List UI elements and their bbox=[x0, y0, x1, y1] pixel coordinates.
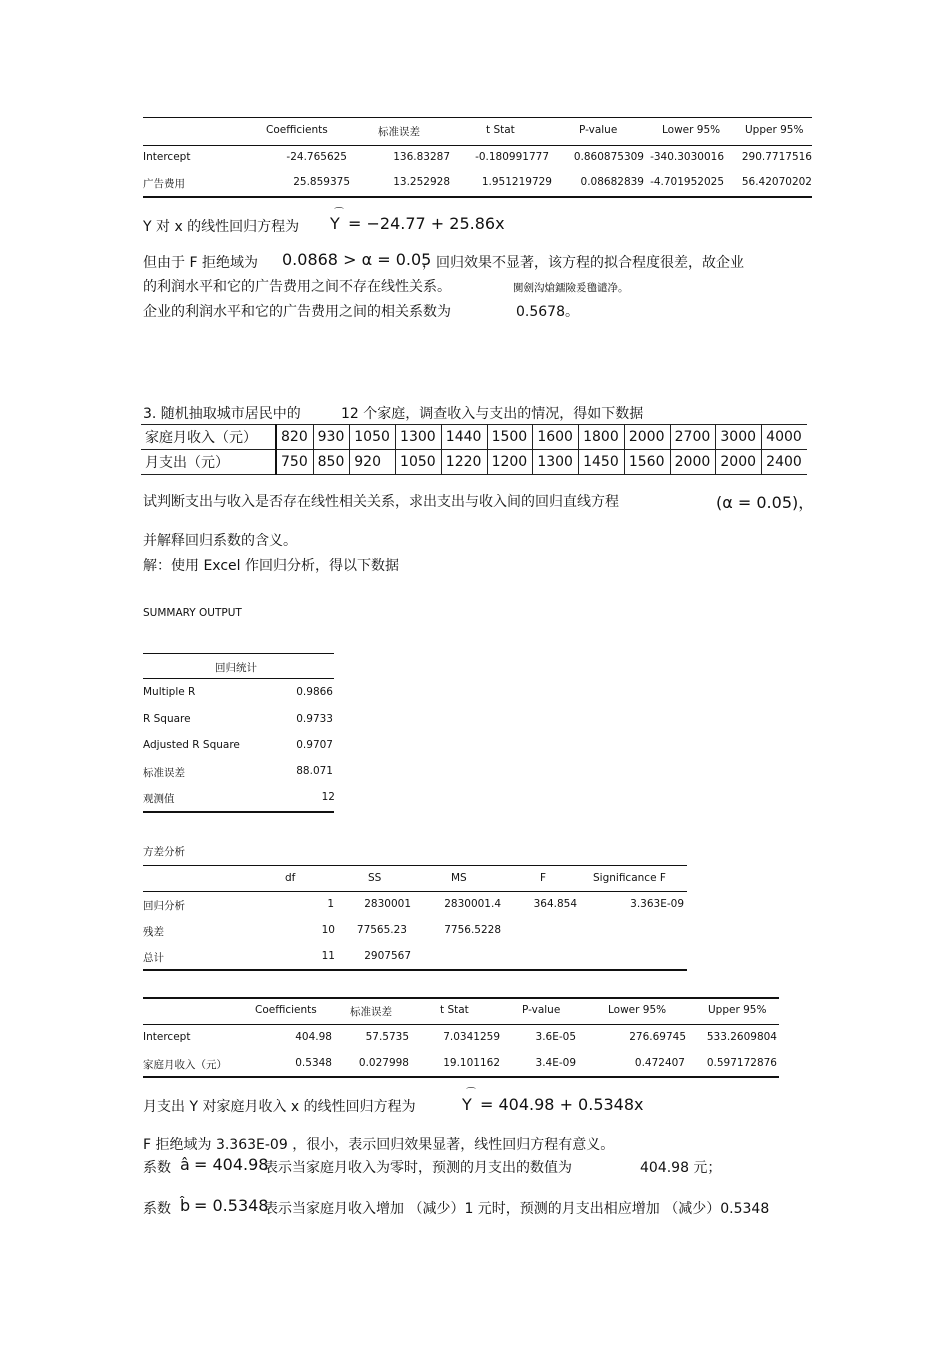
stats-header: 回归统计 bbox=[215, 662, 257, 674]
t2-h-p: P-value bbox=[522, 1004, 561, 1016]
income-cell: 930 bbox=[313, 425, 350, 450]
spend-cell: 850 bbox=[313, 450, 350, 475]
para1-line3b: 0.5678。 bbox=[516, 304, 579, 320]
t1-h-se: 标准误差 bbox=[378, 126, 420, 138]
stat-value: 0.9866 bbox=[296, 686, 333, 698]
income-cell: 1600 bbox=[533, 425, 579, 450]
anova-header-rule bbox=[143, 891, 687, 892]
t2-r1-coef: 404.98 bbox=[295, 1031, 332, 1043]
concl-b-prefix: 系数 bbox=[143, 1201, 171, 1217]
table1-top-rule bbox=[143, 117, 812, 118]
concl-b-text: 表示当家庭月收入增加 （减少）1 元时，预测的月支出相应增加 （减少）0.5348 bbox=[264, 1201, 770, 1217]
stat-value: 88.071 bbox=[296, 765, 333, 777]
anova-title: 方差分析 bbox=[143, 846, 185, 858]
t2-r2-lower: 0.472407 bbox=[634, 1057, 685, 1069]
t1-r1-t: -0.180991777 bbox=[475, 151, 549, 163]
anova-h-ss: SS bbox=[368, 872, 382, 884]
t1-h-upper: Upper 95% bbox=[745, 124, 804, 136]
t2-h-upper: Upper 95% bbox=[708, 1004, 767, 1016]
anova-f: 364.854 bbox=[533, 898, 577, 910]
spend-cell: 1300 bbox=[533, 450, 579, 475]
t1-r2-p: 0.08682839 bbox=[580, 176, 644, 188]
t2-r1-t: 7.0341259 bbox=[443, 1031, 500, 1043]
t2-r2-coef: 0.5348 bbox=[295, 1057, 332, 1069]
anova-h-df: df bbox=[285, 872, 296, 884]
spend-cell: 1050 bbox=[396, 450, 442, 475]
t1-h-p: P-value bbox=[579, 124, 618, 136]
anova-h-ms: MS bbox=[451, 872, 467, 884]
anova-df: 1 bbox=[327, 898, 334, 910]
income-cell: 820 bbox=[276, 425, 313, 450]
eq1-rhs: = −24.77 + 25.86x bbox=[348, 214, 505, 233]
table2-bottom-rule bbox=[143, 1076, 779, 1078]
t2-r1-label: Intercept bbox=[143, 1031, 191, 1043]
table1-header-rule bbox=[143, 145, 812, 146]
eq1-hat-mark: ⌒ bbox=[334, 208, 344, 219]
q3-alpha: (α = 0.05)， bbox=[716, 493, 815, 512]
spend-cell: 750 bbox=[276, 450, 313, 475]
income-cell: 1050 bbox=[350, 425, 396, 450]
t2-r1-upper: 533.2609804 bbox=[706, 1031, 777, 1043]
stat-label: 观测值 bbox=[143, 793, 175, 805]
anova-row-label: 残差 bbox=[143, 926, 164, 938]
income-cell: 1500 bbox=[487, 425, 533, 450]
t1-r2-t: 1.951219729 bbox=[481, 176, 552, 188]
summary-title: SUMMARY OUTPUT bbox=[143, 607, 242, 619]
t2-r2-upper: 0.597172876 bbox=[706, 1057, 777, 1069]
spend-cell: 2000 bbox=[670, 450, 716, 475]
eq2-rhs: = 404.98 + 0.5348x bbox=[480, 1095, 644, 1114]
spend-cell: 1560 bbox=[624, 450, 670, 475]
para1-line1c: ，回归效果不显著，该方程的拟合程度很差，故企业 bbox=[422, 255, 744, 271]
t2-r2-se: 0.027998 bbox=[358, 1057, 409, 1069]
income-cell: 3000 bbox=[716, 425, 762, 450]
spend-cell: 1450 bbox=[579, 450, 625, 475]
anova-h-f: F bbox=[540, 872, 547, 884]
concl-b-val: = 0.5348 bbox=[194, 1196, 269, 1215]
q3-task2: 并解释回归系数的含义。 bbox=[143, 533, 297, 549]
t1-r2-lower: -4.701952025 bbox=[650, 176, 724, 188]
spend-cell: 920 bbox=[350, 450, 396, 475]
q3-intro-b: 12 个家庭，调查收入与支出的情况，得如下数据 bbox=[341, 406, 644, 422]
anova-sigf: 3.363E-09 bbox=[630, 898, 684, 910]
anova-ms: 2830001.4 bbox=[444, 898, 501, 910]
t1-r2-upper: 56.42070202 bbox=[741, 176, 812, 188]
eq1-y: Y bbox=[330, 214, 340, 233]
concl-a-sym: â bbox=[180, 1155, 190, 1174]
stat-label: 标准误差 bbox=[143, 767, 185, 779]
t1-r2-label: 广告费用 bbox=[143, 178, 185, 190]
anova-bottom-rule bbox=[143, 969, 687, 971]
stats-bottom-rule bbox=[143, 811, 334, 813]
t2-r2-t: 19.101162 bbox=[443, 1057, 500, 1069]
stat-value: 0.9733 bbox=[296, 713, 333, 725]
concl-b-sym: b̂ bbox=[180, 1196, 191, 1215]
t2-h-coef: Coefficients bbox=[255, 1004, 317, 1016]
anova-top-rule bbox=[143, 865, 687, 866]
t2-h-lower: Lower 95% bbox=[608, 1004, 667, 1016]
t1-r2-coef: 25.859375 bbox=[293, 176, 350, 188]
stat-label: Adjusted R Square bbox=[143, 739, 240, 751]
spend-cell: 2000 bbox=[716, 450, 762, 475]
income-cell: 1440 bbox=[441, 425, 487, 450]
q3-data-table bbox=[141, 424, 807, 475]
income-cell: 4000 bbox=[762, 425, 807, 450]
spend-cell: 2400 bbox=[762, 450, 807, 475]
anova-row-label: 回归分析 bbox=[143, 900, 185, 912]
anova-ss: 2830001 bbox=[364, 898, 411, 910]
t1-h-coef: Coefficients bbox=[266, 124, 328, 136]
concl-a-val: = 404.98 bbox=[194, 1155, 269, 1174]
spend-row bbox=[141, 450, 807, 475]
anova-row-label: 总计 bbox=[143, 952, 164, 964]
t1-r2-se: 13.252928 bbox=[393, 176, 450, 188]
t2-r1-se: 57.5735 bbox=[365, 1031, 409, 1043]
spend-cell: 1220 bbox=[441, 450, 487, 475]
para1-line3a: 企业的利润水平和它的广告费用之间的相关系数为 bbox=[143, 304, 451, 320]
t1-r1-label: Intercept bbox=[143, 151, 191, 163]
t1-r1-upper: 290.7717516 bbox=[741, 151, 812, 163]
stats-top-rule bbox=[143, 653, 334, 654]
t2-r2-p: 3.4E-09 bbox=[535, 1057, 576, 1069]
anova-df: 10 bbox=[321, 924, 335, 936]
t1-r1-se: 136.83287 bbox=[393, 151, 450, 163]
q3-task: 试判断支出与收入是否存在线性相关关系，求出支出与收入间的回归直线方程 bbox=[143, 494, 619, 510]
t2-r2-label: 家庭月收入（元） bbox=[143, 1059, 227, 1071]
t1-h-t: t Stat bbox=[486, 124, 515, 136]
t1-h-lower: Lower 95% bbox=[662, 124, 721, 136]
para1-line1b: 0.0868 > α = 0.05 bbox=[282, 250, 432, 269]
q3-intro-a: 3. 随机抽取城市居民中的 bbox=[143, 406, 301, 422]
spend-cell: 1200 bbox=[487, 450, 533, 475]
stat-label: Multiple R bbox=[143, 686, 196, 698]
t1-r1-coef: -24.765625 bbox=[286, 151, 347, 163]
anova-ss: 77565.23 bbox=[356, 924, 407, 936]
table2-header-rule bbox=[143, 1024, 779, 1025]
eq2-y: Y bbox=[462, 1095, 472, 1114]
spend-label: 月支出（元） bbox=[141, 450, 276, 475]
income-cell: 2000 bbox=[624, 425, 670, 450]
income-row bbox=[141, 425, 807, 450]
table2-top-rule bbox=[143, 997, 779, 999]
t2-r1-lower: 276.69745 bbox=[629, 1031, 686, 1043]
concl-a-prefix: 系数 bbox=[143, 1160, 171, 1176]
para1-line2: 的利润水平和它的广告费用之间不存在线性关系。 bbox=[143, 279, 451, 295]
income-cell: 1300 bbox=[396, 425, 442, 450]
t2-r1-p: 3.6E-05 bbox=[535, 1031, 576, 1043]
t1-r1-lower: -340.3030016 bbox=[650, 151, 724, 163]
eq2-prefix: 月支出 Y 对家庭月收入 x 的线性回归方程为 bbox=[143, 1099, 416, 1115]
watermark-text: 闃劍沟熗鐂險爰氌谴净。 bbox=[513, 282, 629, 294]
table1-bottom-rule bbox=[143, 196, 812, 198]
anova-ss: 2907567 bbox=[364, 950, 411, 962]
stat-label: R Square bbox=[143, 713, 191, 725]
anova-ms: 7756.5228 bbox=[444, 924, 501, 936]
stats-header-rule bbox=[143, 678, 334, 679]
income-cell: 2700 bbox=[670, 425, 716, 450]
concl-a-text: 表示当家庭月收入为零时，预测的月支出的数值为 bbox=[264, 1160, 572, 1176]
t1-r1-p: 0.860875309 bbox=[573, 151, 644, 163]
anova-h-sigf: Significance F bbox=[593, 872, 666, 884]
stat-value: 0.9707 bbox=[296, 739, 333, 751]
income-cell: 1800 bbox=[579, 425, 625, 450]
concl-a-end: 404.98 元； bbox=[640, 1160, 722, 1176]
t2-h-se: 标准误差 bbox=[350, 1006, 392, 1018]
para1-line1a: 但由于 F 拒绝域为 bbox=[143, 255, 258, 271]
stat-value: 12 bbox=[321, 791, 335, 803]
q3-solution: 解：使用 Excel 作回归分析，得以下数据 bbox=[143, 558, 399, 574]
t2-h-t: t Stat bbox=[440, 1004, 469, 1016]
eq1-prefix: Y 对 x 的线性回归方程为 bbox=[143, 219, 300, 235]
anova-df: 11 bbox=[321, 950, 335, 962]
concl-f-line: F 拒绝域为 3.363E-09 ，很小，表示回归效果显著，线性回归方程有意义。 bbox=[143, 1137, 615, 1153]
eq2-hat-mark: ⌒ bbox=[466, 1088, 476, 1099]
income-label: 家庭月收入（元） bbox=[141, 425, 276, 450]
